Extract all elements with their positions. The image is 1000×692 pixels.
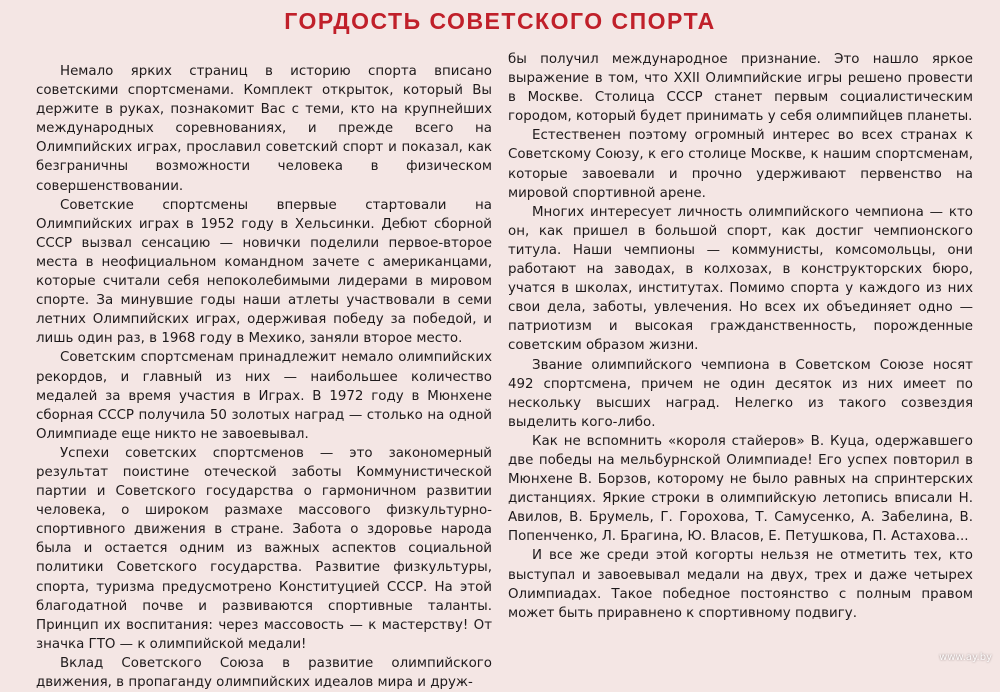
paragraph: Многих интересует личность олимпийского чемпиона — кто он, как пришел в большой спорт, как достиг чемпионского титула. Наши чемпионы — коммунисты, комсомольцы, они работают на заводах, в колхозах, в конструкторских бюро, учатся в школах, институтах. Помимо спорта у каждого из них свои дела, заботы, увлечения. Но всех их объединяет одно — патриотизм и высокая гражданственность, порожденные советским образом жизни.: [508, 204, 973, 354]
paragraph: Естественен поэтому огромный интерес во всех странах к Советскому Союзу, к его столице Москве, к нашим спортсменам, которые завоевали и прочно удерживают первенство на мировой спортивной арене.: [508, 128, 973, 201]
paragraph: Как не вспомнить «короля стайеров» В. Куца, одержавшего две победы на мельбурнской Олимпиаде! Его успех повторил в Мюнхене В. Борзов, которому не было равных на спринтерских дистанциях. Яркие строки в олимпийскую летопись вписали Н. Авилов, В. Брумель, Г. Горохова, Т. Самусенко, А. Забелина, В. Попенченко, Л. Брагина, Ю. Власов, Е. Петушкова, П. Астахова...: [508, 433, 973, 545]
page-title: ГОРДОСТЬ СОВЕТСКОГО СПОРТА: [284, 8, 716, 34]
paragraph: Советским спортсменам принадлежит немало олимпийских рекордов, и главный из них — наибольшее количество медалей за время участия в Играх. В 1972 году в Мюнхене сборная СССР получила 50 золотых наград — столько на одной Олимпиаде еще никто не завоевывал.: [36, 350, 492, 442]
watermark: www.ay.by: [939, 652, 992, 663]
paragraph: Успехи советских спортсменов — это закономерный результат поистине отеческой заботы Коммунистической партии и Советского государства о гармоничном развитии человека, о широком размахе массового физкультурно-спортивного движения в стране. Забота о здоровье народа была и остается одним из важных аспектов социальной политики Советского государства. Развитие физкультуры, спорта, туризма предусмотрено Конституцией СССР. На этой благодатной почве и развиваются спортивные таланты. Принцип их воспитания: через массовость — к мастерству! От значка ГТО — к олимпийской медали!: [36, 445, 492, 652]
paragraph: Звание олимпийского чемпиона в Советском Союзе носят 492 спортсмена, причем не один десяток из них имеет по нескольку высших наград. Нелегко из такого созвездия выделить кого-либо.: [508, 357, 973, 430]
right-column: [508, 50, 973, 623]
paragraph: Вклад Советского Союза в развитие олимпийского движения, в пропаганду олимпийских идеалов мира и друж-: [36, 655, 492, 690]
left-column: [36, 62, 492, 692]
paragraph: бы получил международное признание. Это нашло яркое выражение в том, что XXII Олимпийские игры решено провести в Москве. Столица СССР станет первым социалистическим городом, который будет принимать у себя олимпийцев планеты.: [508, 52, 973, 125]
paragraph: И все же среди этой когорты нельзя не отметить тех, кто выступал и завоевывал медали на двух, трех и даже четырех Олимпиадах. Такое победное постоянство с полным правом может быть приравнено к спортивному подвигу.: [508, 548, 973, 621]
paragraph: Немало ярких страниц в историю спорта вписано советскими спортсменами. Комплект открыток, который Вы держите в руках, познакомит Вас с теми, кто на крупнейших международных соревнованиях, и прежде всего на Олимпийских играх, прославил советский спорт и показал, как безграничны возможности человека в физическом совершенствовании.: [36, 64, 492, 194]
paragraph: Советские спортсмены впервые стартовали на Олимпийских играх в 1952 году в Хельсинки. Дебют сборной СССР вызвал сенсацию — новички поделили первое-второе места в неофициальном командном зачете с американцами, которые считали себя непоколебимыми лидерами в мировом спорте. За минувшие годы наши атлеты участвовали в семи летних Олимпийских играх, одерживая победу за победой, и лишь один раз, в 1968 году в Мехико, заняли второе место.: [36, 197, 492, 347]
